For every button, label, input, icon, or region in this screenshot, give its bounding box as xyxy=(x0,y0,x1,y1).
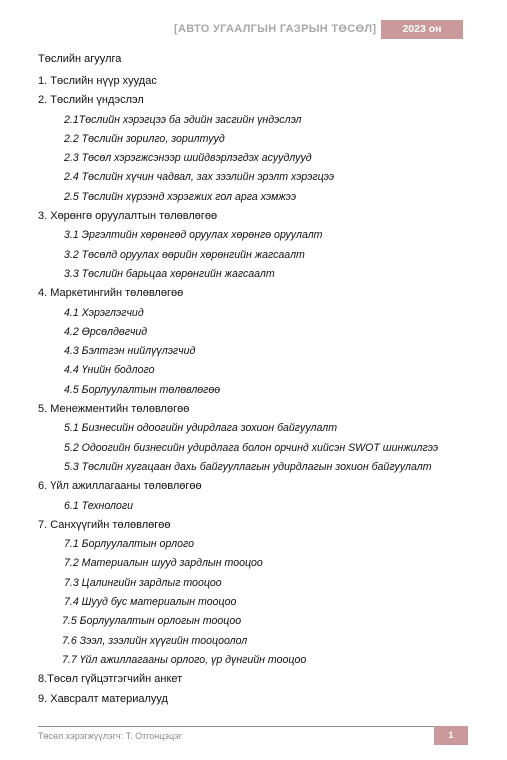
toc-section: 1. Төслийн нүүр хуудас xyxy=(38,75,157,87)
toc-subsection: 4.4 Үнийн бодлого xyxy=(64,364,155,377)
page-number-badge: 1 xyxy=(434,726,468,745)
toc-subsection: 2.1Төслийн хэрэгцээ ба эдийн засгийн үндэслэл xyxy=(64,113,302,126)
page-header xyxy=(174,20,463,40)
document-title: [АВТО УГААЛГЫН ГАЗРЫН ТӨСӨЛ] xyxy=(174,23,377,35)
toc-section: 6. Үйл ажиллагааны төлөвлөгөө xyxy=(38,480,202,493)
toc-section: 9. Хавсралт материалууд xyxy=(38,692,168,705)
toc-subsection: 7.6 Зээл, зээлийн хүүгийн тооцоолол xyxy=(62,634,248,647)
toc-subsection: 2.4 Төслийн хүчин чадвал, зах зээлийн эрэлт хэрэгцээ xyxy=(64,171,335,184)
toc-section: 8.Төсөл гүйцэтгэгчийн анкет xyxy=(38,673,183,686)
toc-subsection: 7.3 Цалингийн зардлыг тооцоо xyxy=(64,576,222,589)
toc-subsection: 5.1 Бизнесийн одоогийн удирдлага зохион байгуулалт xyxy=(64,422,338,435)
toc-subsection: 7.2 Материалын шууд зардлын тооцоо xyxy=(64,557,263,570)
toc-heading: Төслийн агуулга xyxy=(38,53,122,65)
toc-subsection: 2.2 Төслийн зорилго, зорилтууд xyxy=(64,132,225,145)
toc-subsection: 5.3 Төслийн хугацаан дахь байгууллагын удирдлагын зохион байгуулалт xyxy=(64,460,432,473)
toc-section: 3. Хөрөнгө оруулалтын төлөвлөгөө xyxy=(38,210,218,223)
toc-subsection: 5.2 Одоогийн бизнесийн удирдлага болон орчинд хийсэн SWOT шинжилгээ xyxy=(64,441,439,454)
toc-subsection: 4.1 Хэрэглэгчид xyxy=(64,306,144,319)
toc-subsection: 3.2 Төсөлд оруулах өөрийн хөрөнгийн жагсаалт xyxy=(64,248,305,261)
toc-subsection: 2.5 Төслийн хүрээнд хэрэгжих гол арга хэмжээ xyxy=(64,190,297,203)
toc-subsection: 7.5 Борлуулалтын орлогын тооцоо xyxy=(62,615,242,628)
table-of-contents xyxy=(38,72,478,709)
toc-section: 2. Төслийн үндэслэл xyxy=(38,94,144,107)
toc-section: 4. Маркетингийн төлөвлөгөө xyxy=(38,287,184,300)
toc-subsection: 3.1 Эргэлтийн хөрөнгөд оруулах хөрөнгө оруулалт xyxy=(64,229,323,242)
footer-divider xyxy=(38,726,467,727)
year-badge: 2023 он xyxy=(381,20,463,39)
toc-subsection: 4.2 Өрсөлдөгчид xyxy=(64,325,148,338)
toc-subsection: 3.3 Төслийн барьцаа хөрөнгийн жагсаалт xyxy=(64,267,275,280)
toc-subsection: 6.1 Технологи xyxy=(64,499,133,512)
footer-author: Төсөл хэрэгжүүлэгч: Т. Отгонцэцэг xyxy=(38,731,183,741)
toc-subsection: 4.5 Борлуулалтын төлөвлөгөө xyxy=(64,383,221,396)
toc-section: 5. Менежментийн төлөвлөгөө xyxy=(38,403,190,416)
toc-subsection: 7.4 Шууд бус материалын тооцоо xyxy=(64,596,237,609)
toc-section: 7. Санхүүгийн төлөвлөгөө xyxy=(38,518,171,531)
toc-subsection: 7.1 Борлуулалтын орлого xyxy=(64,538,194,551)
toc-subsection: 2.3 Төсөл хэрэгжсэнээр шийдвэрлэгдэх асуудлууд xyxy=(64,152,312,165)
toc-subsection: 4.3 Бэлтгэн нийлүүлэгчид xyxy=(64,345,196,358)
toc-subsection: 7.7 Үйл ажиллагааны орлого, үр дүнгийн тооцоо xyxy=(62,653,307,666)
